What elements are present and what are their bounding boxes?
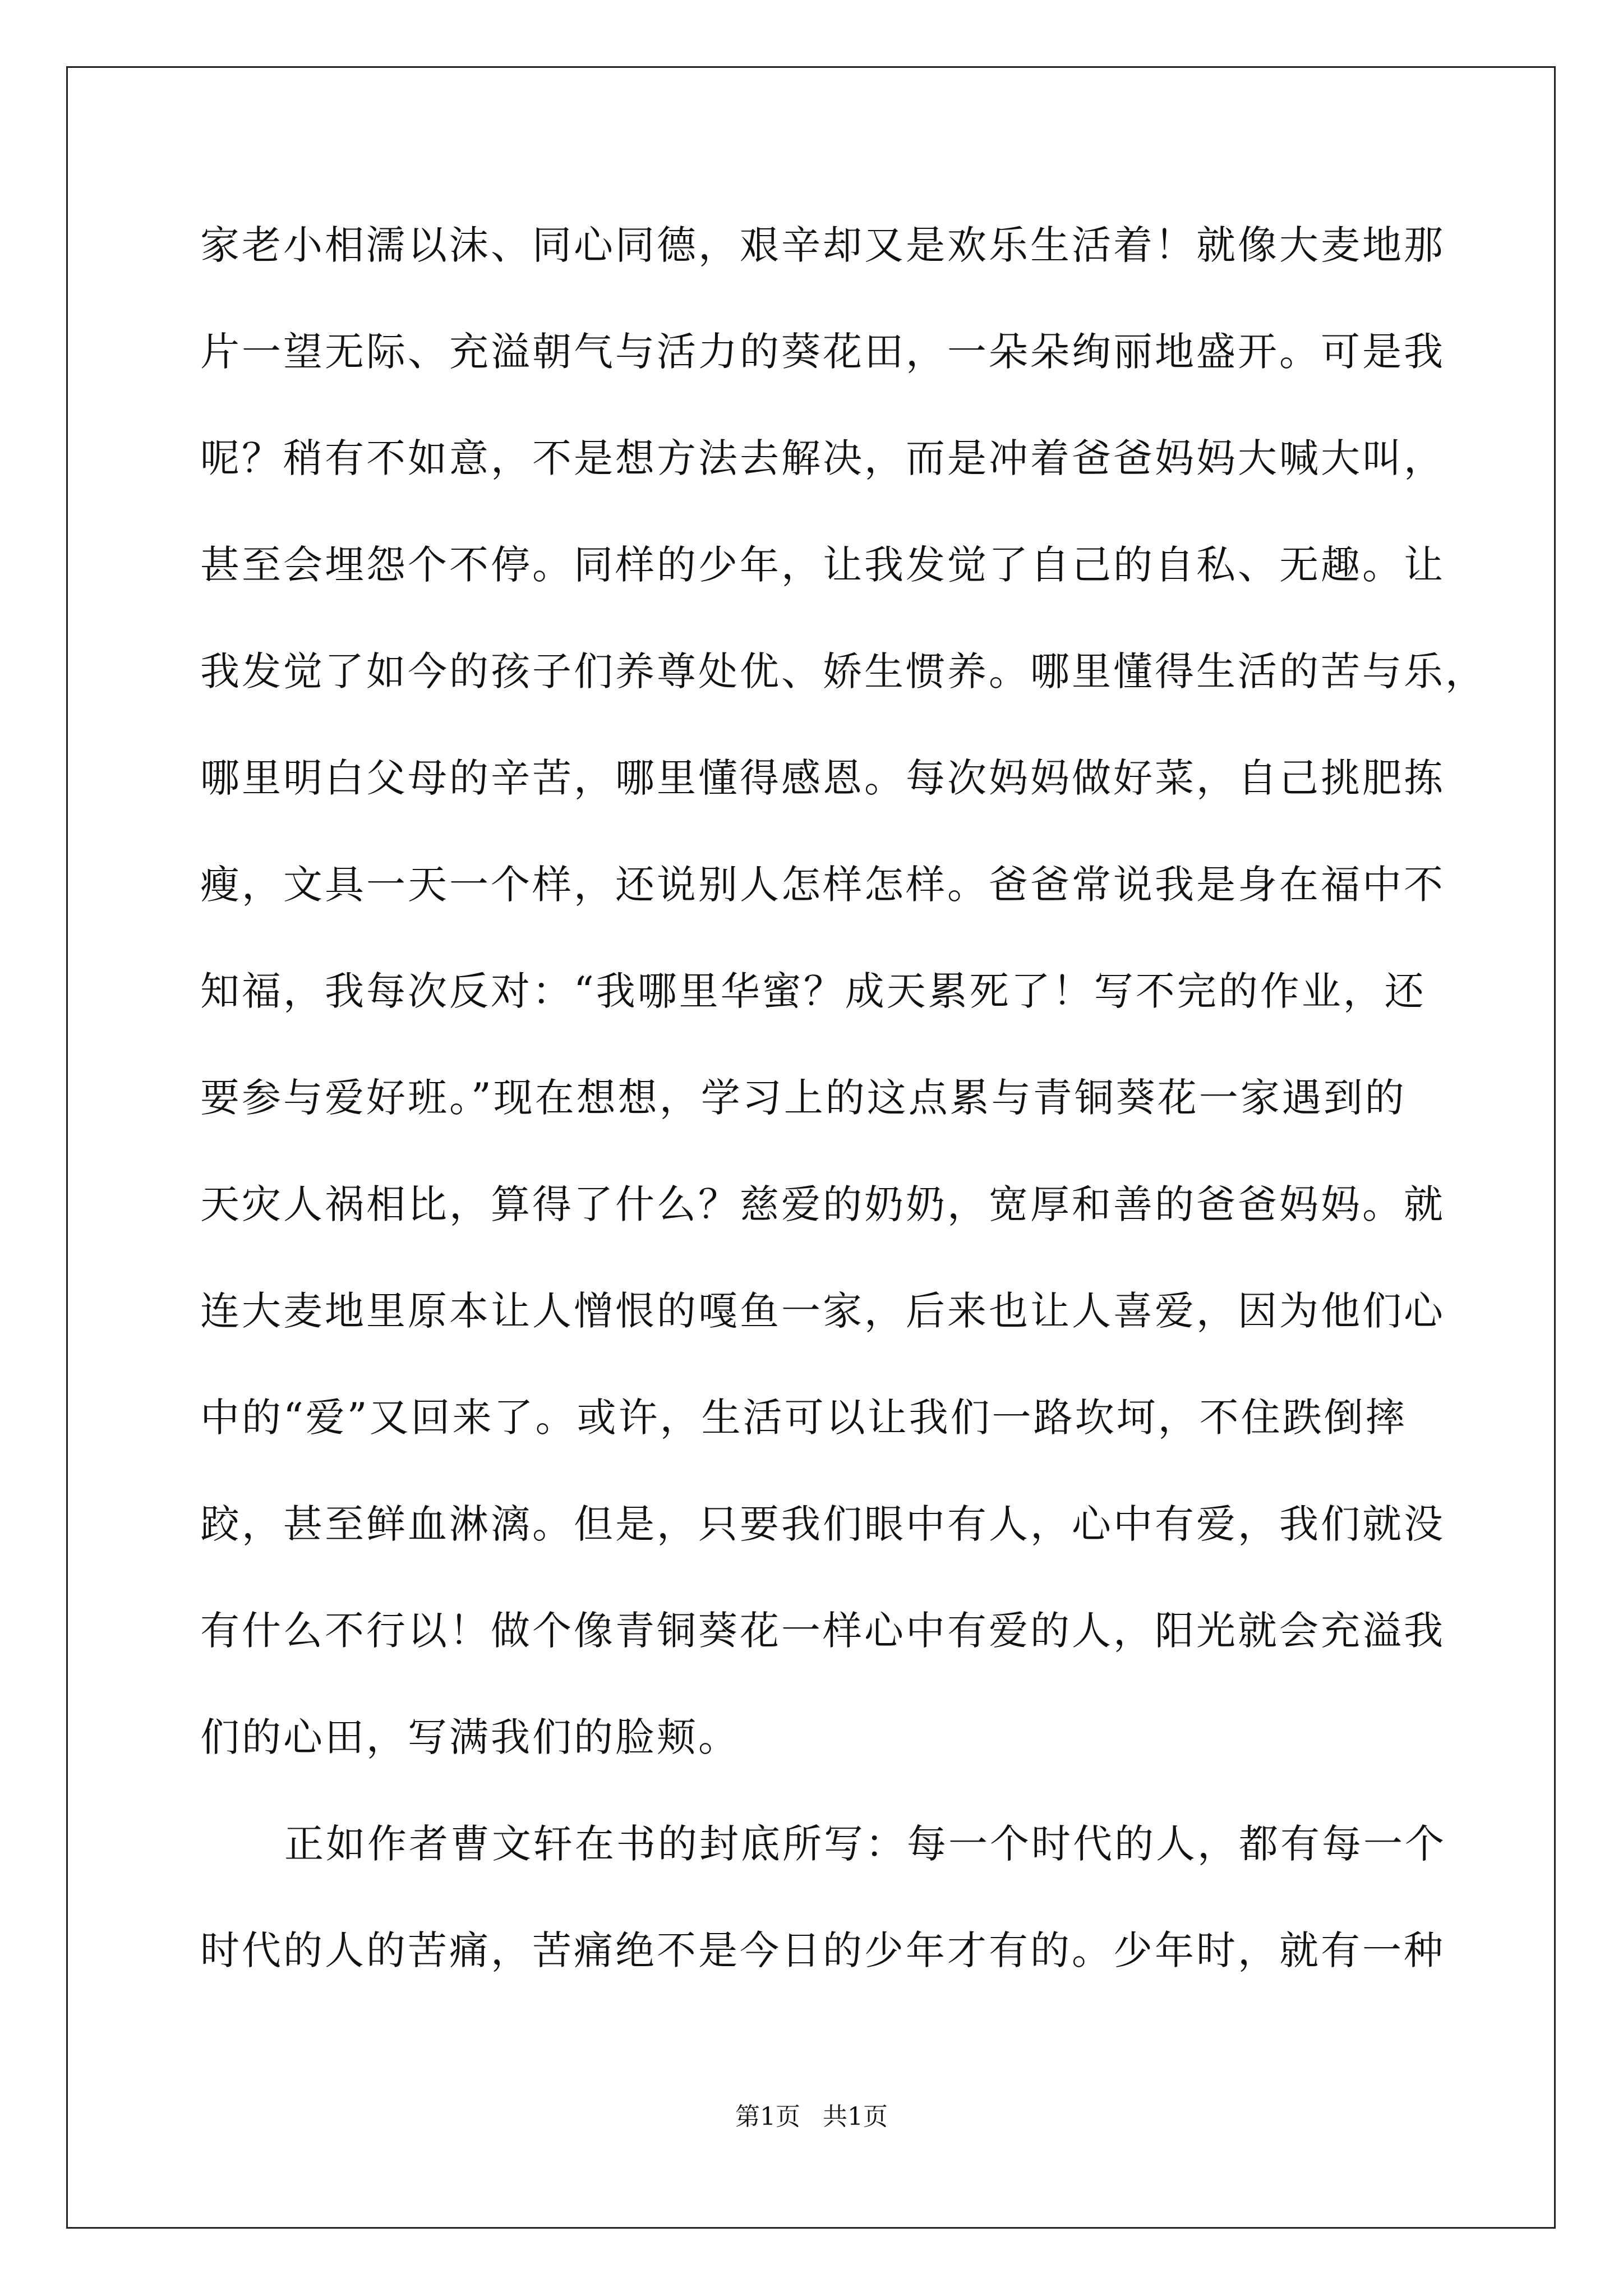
text-line: 家老小相濡以沫、同心同德，艰辛却又是欢乐生活着！就像大麦地那 xyxy=(200,222,1445,268)
text-line: 跤，甚至鲜血淋漓。但是，只要我们眼中有人，心中有爱，我们就没 xyxy=(200,1501,1445,1547)
text-line: 我发觉了如今的孩子们养尊处优、娇生惯养。哪里懂得生活的苦与乐， xyxy=(200,648,1487,694)
text-line: 甚至会埋怨个不停。同样的少年，让我发觉了自己的自私、无趣。让 xyxy=(200,542,1445,588)
text-line: 要参与爱好班。”现在想想，学习上的这点累与青铜葵花一家遇到的 xyxy=(200,1075,1407,1121)
text-line: 天灾人祸相比，算得了什么？慈爱的奶奶，宽厚和善的爸爸妈妈。就 xyxy=(200,1181,1445,1227)
text-line: 们的心田，写满我们的脸颊。 xyxy=(200,1714,740,1760)
text-line: 时代的人的苦痛，苦痛绝不是今日的少年才有的。少年时，就有一种 xyxy=(200,1927,1445,1973)
page-footer xyxy=(0,2100,1623,2134)
paragraph-first-line: 正如作者曹文轩在书的封底所写：每一个时代的人，都有每一个 xyxy=(284,1821,1446,1867)
text-line: 有什么不行以！做个像青铜葵花一样心中有爱的人，阳光就会充溢我 xyxy=(200,1608,1445,1654)
text-line: 呢？稍有不如意，不是想方法去解决，而是冲着爸爸妈妈大喊大叫， xyxy=(200,435,1445,481)
text-line: 知福，我每次反对：“我哪里华蜜？成天累死了！写不完的作业，还 xyxy=(200,968,1426,1014)
text-line: 片一望无际、充溢朝气与活力的葵花田，一朵朵绚丽地盛开。可是我 xyxy=(200,329,1445,375)
document-body xyxy=(200,214,1487,2026)
page-number: 第1页 xyxy=(735,2102,800,2131)
text-line: 瘦，文具一天一个样，还说别人怎样怎样。爸爸常说我是身在福中不 xyxy=(200,862,1445,908)
text-line: 哪里明白父母的辛苦，哪里懂得感恩。每次妈妈做好菜，自己挑肥拣 xyxy=(200,755,1445,801)
page-total: 共1页 xyxy=(823,2102,888,2131)
text-line: 中的“爱”又回来了。或许，生活可以让我们一路坎坷，不住跌倒摔 xyxy=(200,1395,1407,1441)
text-line: 连大麦地里原本让人憎恨的嘎鱼一家，后来也让人喜爱，因为他们心 xyxy=(200,1288,1445,1334)
